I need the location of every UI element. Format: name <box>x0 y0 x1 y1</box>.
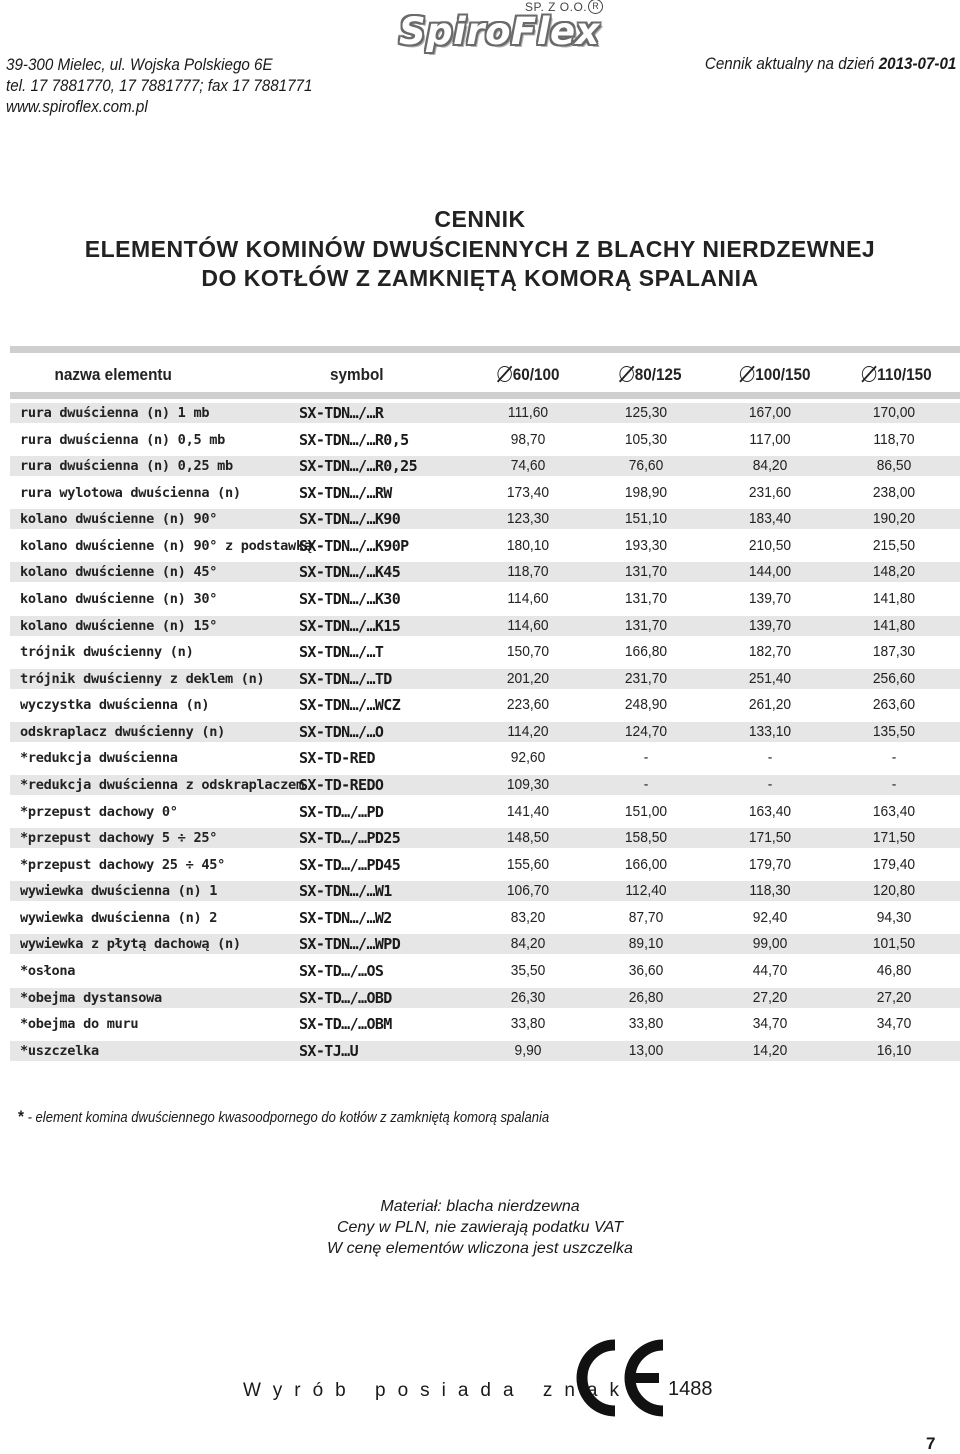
page-number: 7 <box>926 1434 936 1453</box>
company-address: 39-300 Mielec, ul. Wojska Polskiego 6E <box>6 56 273 74</box>
row-price-60-100: 109,30 <box>506 776 550 793</box>
logo-company-form: SP. Z O.O. <box>525 0 588 14</box>
row-price-60-100: 33,80 <box>510 1015 546 1032</box>
row-symbol: SX-TDN…/…K45 <box>299 563 401 581</box>
row-price-60-100: 223,60 <box>506 696 550 713</box>
row-price-100-150: 84,20 <box>752 457 788 474</box>
table-row <box>10 802 960 822</box>
row-symbol: SX-TD…/…PD25 <box>299 829 401 847</box>
diameter-icon <box>619 366 633 382</box>
page-title-line3: DO KOTŁÓW Z ZAMKNIĘTĄ KOMORĄ SPALANIA <box>201 265 759 291</box>
row-price-110-150: 187,30 <box>872 643 916 660</box>
row-name: *przepust dachowy 5 ÷ 25° <box>20 830 218 846</box>
table-header-bar <box>10 392 960 399</box>
row-price-110-150: 94,30 <box>876 909 912 926</box>
note-prices: Ceny w PLN, nie zawierają podatku VAT <box>336 1219 624 1236</box>
certification-text: Wyrób posiada znak <box>243 1380 631 1401</box>
row-symbol: SX-TDN…/…W2 <box>299 909 392 927</box>
footnote-text: - element komina dwuściennego kwasoodpornego do kotłów z zamkniętą komorą spalania <box>27 1110 550 1126</box>
table-row <box>10 748 960 768</box>
row-name: *przepust dachowy 25 ÷ 45° <box>20 857 225 873</box>
table-row <box>10 722 960 742</box>
row-name: trójnik dwuścienny z deklem (n) <box>20 671 265 687</box>
row-price-60-100: 74,60 <box>510 457 546 474</box>
table-row <box>10 908 960 928</box>
row-price-80-125: - <box>643 776 649 793</box>
row-name: kolano dwuścienne (n) 90° <box>20 511 218 527</box>
row-symbol: SX-TDN…/…RW <box>299 484 392 502</box>
header-diameter-1-label: 60/100 <box>512 365 560 384</box>
header-diameter-4-label: 110/150 <box>877 365 932 384</box>
row-price-60-100: 118,70 <box>507 563 549 580</box>
row-price-60-100: 180,10 <box>506 537 550 554</box>
row-symbol: SX-TDN…/…K30 <box>299 590 401 608</box>
row-price-60-100: 141,40 <box>506 803 550 820</box>
company-logo <box>395 0 615 54</box>
row-name: *obejma dystansowa <box>20 990 162 1006</box>
row-name: *redukcja dwuścienna <box>20 750 178 766</box>
row-symbol: SX-TDN…/…K90 <box>299 510 401 528</box>
row-price-80-125: 87,70 <box>628 909 664 926</box>
row-name: rura dwuścienna (n) 0,5 mb <box>20 432 225 448</box>
row-price-80-125: 26,80 <box>628 989 664 1006</box>
row-price-110-150: 27,20 <box>876 989 912 1006</box>
row-price-80-125: 198,90 <box>624 484 668 501</box>
row-price-100-150: - <box>767 749 773 766</box>
row-price-110-150: 171,50 <box>872 829 916 846</box>
row-price-100-150: 144,00 <box>748 563 792 580</box>
row-symbol: SX-TD…/…PD <box>299 803 384 821</box>
row-name: wywiewka z płytą dachową (n) <box>20 936 241 952</box>
row-price-80-125: 231,70 <box>624 670 668 687</box>
row-price-100-150: 139,70 <box>748 617 792 634</box>
row-price-100-150: 261,20 <box>748 696 792 713</box>
table-row <box>10 988 960 1008</box>
table-row <box>10 456 960 476</box>
row-name: *obejma do muru <box>20 1016 139 1032</box>
row-price-100-150: 251,40 <box>748 670 792 687</box>
row-symbol: SX-TD…/…OS <box>299 962 384 980</box>
row-price-100-150: 44,70 <box>752 962 788 979</box>
row-name: *przepust dachowy 0° <box>20 804 178 820</box>
logo-wordmark: SpiroFlex <box>399 10 600 53</box>
row-price-60-100: 106,70 <box>506 882 550 899</box>
row-price-60-100: 201,20 <box>506 670 550 687</box>
row-price-80-125: 248,90 <box>624 696 668 713</box>
row-name: rura dwuścienna (n) 0,25 mb <box>20 458 233 474</box>
row-price-110-150: 256,60 <box>872 670 916 687</box>
row-price-100-150: 92,40 <box>752 909 788 926</box>
row-price-60-100: 148,50 <box>506 829 550 846</box>
footnote <box>18 1107 549 1127</box>
row-name: odskraplacz dwuścienny (n) <box>20 724 225 740</box>
table-row <box>10 403 960 423</box>
row-price-60-100: 173,40 <box>506 484 550 501</box>
row-name: rura wylotowa dwuścienna (n) <box>20 485 241 501</box>
row-name: wywiewka dwuścienna (n) 2 <box>20 910 218 926</box>
row-price-100-150: 231,60 <box>748 484 792 501</box>
row-price-80-125: 193,30 <box>624 537 668 554</box>
row-name: kolano dwuścienne (n) 45° <box>20 564 218 580</box>
row-price-100-150: 171,50 <box>748 829 792 846</box>
row-name: kolano dwuścienne (n) 15° <box>20 618 218 634</box>
page-title: CENNIK <box>434 206 526 232</box>
header-diameter-3 <box>740 365 811 385</box>
page-title-line2: ELEMENTÓW KOMINÓW DWUŚCIENNYCH Z BLACHY NIERDZEWNEJ <box>84 236 876 262</box>
row-price-110-150: 263,60 <box>872 696 916 713</box>
row-price-100-150: 118,30 <box>749 882 791 899</box>
header-symbol: symbol <box>329 365 384 384</box>
table-row <box>10 589 960 609</box>
row-price-60-100: 114,60 <box>507 590 549 607</box>
row-price-100-150: 117,00 <box>749 431 791 448</box>
row-price-80-125: 158,50 <box>624 829 668 846</box>
row-symbol: SX-TD-REDO <box>299 776 384 794</box>
row-price-110-150: 16,10 <box>876 1042 912 1059</box>
header-diameter-3-label: 100/150 <box>755 365 811 384</box>
table-top-bar <box>10 346 960 353</box>
row-price-80-125: 105,30 <box>624 431 668 448</box>
row-symbol: SX-TD…/…OBM <box>299 1015 392 1033</box>
validity-label: Cennik aktualny na dzień <box>704 55 875 73</box>
row-price-110-150: 34,70 <box>876 1015 912 1032</box>
diameter-icon <box>862 366 876 382</box>
table-row <box>10 934 960 954</box>
row-price-60-100: 114,20 <box>507 723 549 740</box>
company-website: www.spiroflex.com.pl <box>6 98 148 116</box>
diameter-icon <box>497 366 511 382</box>
row-symbol: SX-TDN…/…R <box>299 404 384 422</box>
note-gasket: W cenę elementów wliczona jest uszczelka <box>327 1240 633 1257</box>
row-symbol: SX-TDN…/…K90P <box>299 537 409 555</box>
table-row <box>10 669 960 689</box>
header-diameter-2 <box>619 365 681 385</box>
row-price-100-150: 167,00 <box>748 404 792 421</box>
row-price-110-150: 86,50 <box>876 457 912 474</box>
row-name: kolano dwuścienne (n) 30° <box>20 591 218 607</box>
row-price-100-150: 34,70 <box>752 1015 788 1032</box>
row-price-100-150: 183,40 <box>748 510 792 527</box>
table-row <box>10 1014 960 1034</box>
table-row <box>10 695 960 715</box>
price-list-validity <box>704 55 956 74</box>
row-price-110-150: 190,20 <box>872 510 916 527</box>
row-price-60-100: 26,30 <box>510 989 546 1006</box>
row-symbol: SX-TDN…/…K15 <box>299 617 401 635</box>
row-name: trójnik dwuścienny (n) <box>20 644 194 660</box>
row-price-80-125: 166,00 <box>624 856 668 873</box>
row-price-80-125: 151,00 <box>624 803 668 820</box>
row-price-60-100: 84,20 <box>510 935 546 952</box>
row-price-80-125: 33,80 <box>628 1015 664 1032</box>
row-price-100-150: 133,10 <box>748 723 792 740</box>
row-price-110-150: 238,00 <box>872 484 916 501</box>
row-price-100-150: 210,50 <box>748 537 792 554</box>
row-symbol: SX-TDN…/…W1 <box>299 882 392 900</box>
row-price-110-150: 141,80 <box>872 590 916 607</box>
row-price-80-125: 151,10 <box>624 510 668 527</box>
row-symbol: SX-TDN…/…R0,5 <box>299 431 409 449</box>
diameter-icon <box>740 366 754 382</box>
row-price-60-100: 83,20 <box>510 909 546 926</box>
row-symbol: SX-TDN…/…WCZ <box>299 696 401 714</box>
row-price-80-125: 36,60 <box>628 962 664 979</box>
row-price-110-150: 215,50 <box>872 537 916 554</box>
header-name: nazwa elementu <box>54 365 172 384</box>
note-material: Materiał: blacha nierdzewna <box>380 1198 580 1215</box>
row-price-80-125: 131,70 <box>624 617 668 634</box>
row-price-60-100: 155,60 <box>506 856 550 873</box>
row-symbol: SX-TDN…/…R0,25 <box>299 457 418 475</box>
row-price-80-125: 125,30 <box>624 404 668 421</box>
row-price-110-150: 163,40 <box>872 803 916 820</box>
row-symbol: SX-TDN…/…WPD <box>299 935 401 953</box>
row-price-110-150: 179,40 <box>872 856 916 873</box>
row-price-110-150: 120,80 <box>872 882 916 899</box>
row-price-60-100: 35,50 <box>510 962 546 979</box>
row-name: *uszczelka <box>20 1043 99 1059</box>
row-price-80-125: 166,80 <box>624 643 668 660</box>
row-symbol: SX-TJ…U <box>299 1042 359 1060</box>
row-price-110-150: - <box>891 776 897 793</box>
row-price-110-150: 101,50 <box>872 935 916 952</box>
row-price-110-150: 141,80 <box>872 617 916 634</box>
row-price-110-150: 170,00 <box>872 404 916 421</box>
row-price-110-150: 135,50 <box>872 723 916 740</box>
row-price-80-125: 89,10 <box>628 935 664 952</box>
table-row <box>10 1041 960 1061</box>
table-row <box>10 483 960 503</box>
row-symbol: SX-TD-RED <box>299 749 375 767</box>
row-price-80-125: 13,00 <box>628 1042 664 1059</box>
row-symbol: SX-TDN…/…O <box>299 723 384 741</box>
row-price-100-150: 163,40 <box>748 803 792 820</box>
ce-notified-body-number: 1488 <box>668 1378 713 1400</box>
row-name: kolano dwuścienne (n) 90° z podstawką <box>20 538 312 554</box>
row-symbol: SX-TDN…/…T <box>299 643 384 661</box>
row-price-60-100: 98,70 <box>510 431 546 448</box>
row-price-80-125: 124,70 <box>624 723 668 740</box>
row-name: rura dwuścienna (n) 1 mb <box>20 405 210 421</box>
row-price-80-125: 112,40 <box>625 882 667 899</box>
row-price-80-125: 131,70 <box>624 563 668 580</box>
row-price-100-150: 139,70 <box>748 590 792 607</box>
row-price-60-100: 150,70 <box>506 643 550 660</box>
row-price-110-150: - <box>891 749 897 766</box>
table-row <box>10 961 960 981</box>
row-price-80-125: 131,70 <box>624 590 668 607</box>
row-price-60-100: 111,60 <box>507 404 549 421</box>
table-row <box>10 430 960 450</box>
row-price-60-100: 92,60 <box>510 749 546 766</box>
row-price-110-150: 148,20 <box>872 563 916 580</box>
row-price-110-150: 118,70 <box>873 431 915 448</box>
validity-date: 2013-07-01 <box>878 55 956 73</box>
row-symbol: SX-TD…/…OBD <box>299 989 392 1007</box>
row-price-60-100: 123,30 <box>506 510 550 527</box>
table-row <box>10 881 960 901</box>
row-symbol: SX-TD…/…PD45 <box>299 856 401 874</box>
registered-mark-icon: R <box>588 0 603 14</box>
table-row <box>10 509 960 529</box>
row-name: wyczystka dwuścienna (n) <box>20 697 210 713</box>
table-row <box>10 828 960 848</box>
row-name: *osłona <box>20 963 76 979</box>
table-row <box>10 616 960 636</box>
footnote-marker: * <box>18 1107 24 1126</box>
row-price-80-125: - <box>643 749 649 766</box>
header-diameter-1 <box>497 365 559 385</box>
row-symbol: SX-TDN…/…TD <box>299 670 392 688</box>
table-row <box>10 562 960 582</box>
table-row <box>10 642 960 662</box>
table-row <box>10 536 960 556</box>
row-price-60-100: 9,90 <box>514 1042 542 1059</box>
row-price-100-150: - <box>767 776 773 793</box>
row-price-100-150: 179,70 <box>748 856 792 873</box>
row-price-80-125: 76,60 <box>628 457 664 474</box>
row-price-100-150: 182,70 <box>748 643 792 660</box>
row-price-60-100: 114,60 <box>507 617 549 634</box>
row-name: *redukcja dwuścienna z odskraplaczem <box>20 777 304 793</box>
row-price-100-150: 27,20 <box>752 989 788 1006</box>
header-diameter-4 <box>862 365 932 385</box>
row-price-110-150: 46,80 <box>876 962 912 979</box>
row-price-100-150: 99,00 <box>752 935 788 952</box>
ce-mark-icon <box>575 1333 669 1423</box>
table-row <box>10 775 960 795</box>
row-name: wywiewka dwuścienna (n) 1 <box>20 883 218 899</box>
company-phone: tel. 17 7881770, 17 7881777; fax 17 7881771 <box>6 77 313 95</box>
table-row <box>10 855 960 875</box>
header-diameter-2-label: 80/125 <box>634 365 682 384</box>
row-price-100-150: 14,20 <box>752 1042 788 1059</box>
